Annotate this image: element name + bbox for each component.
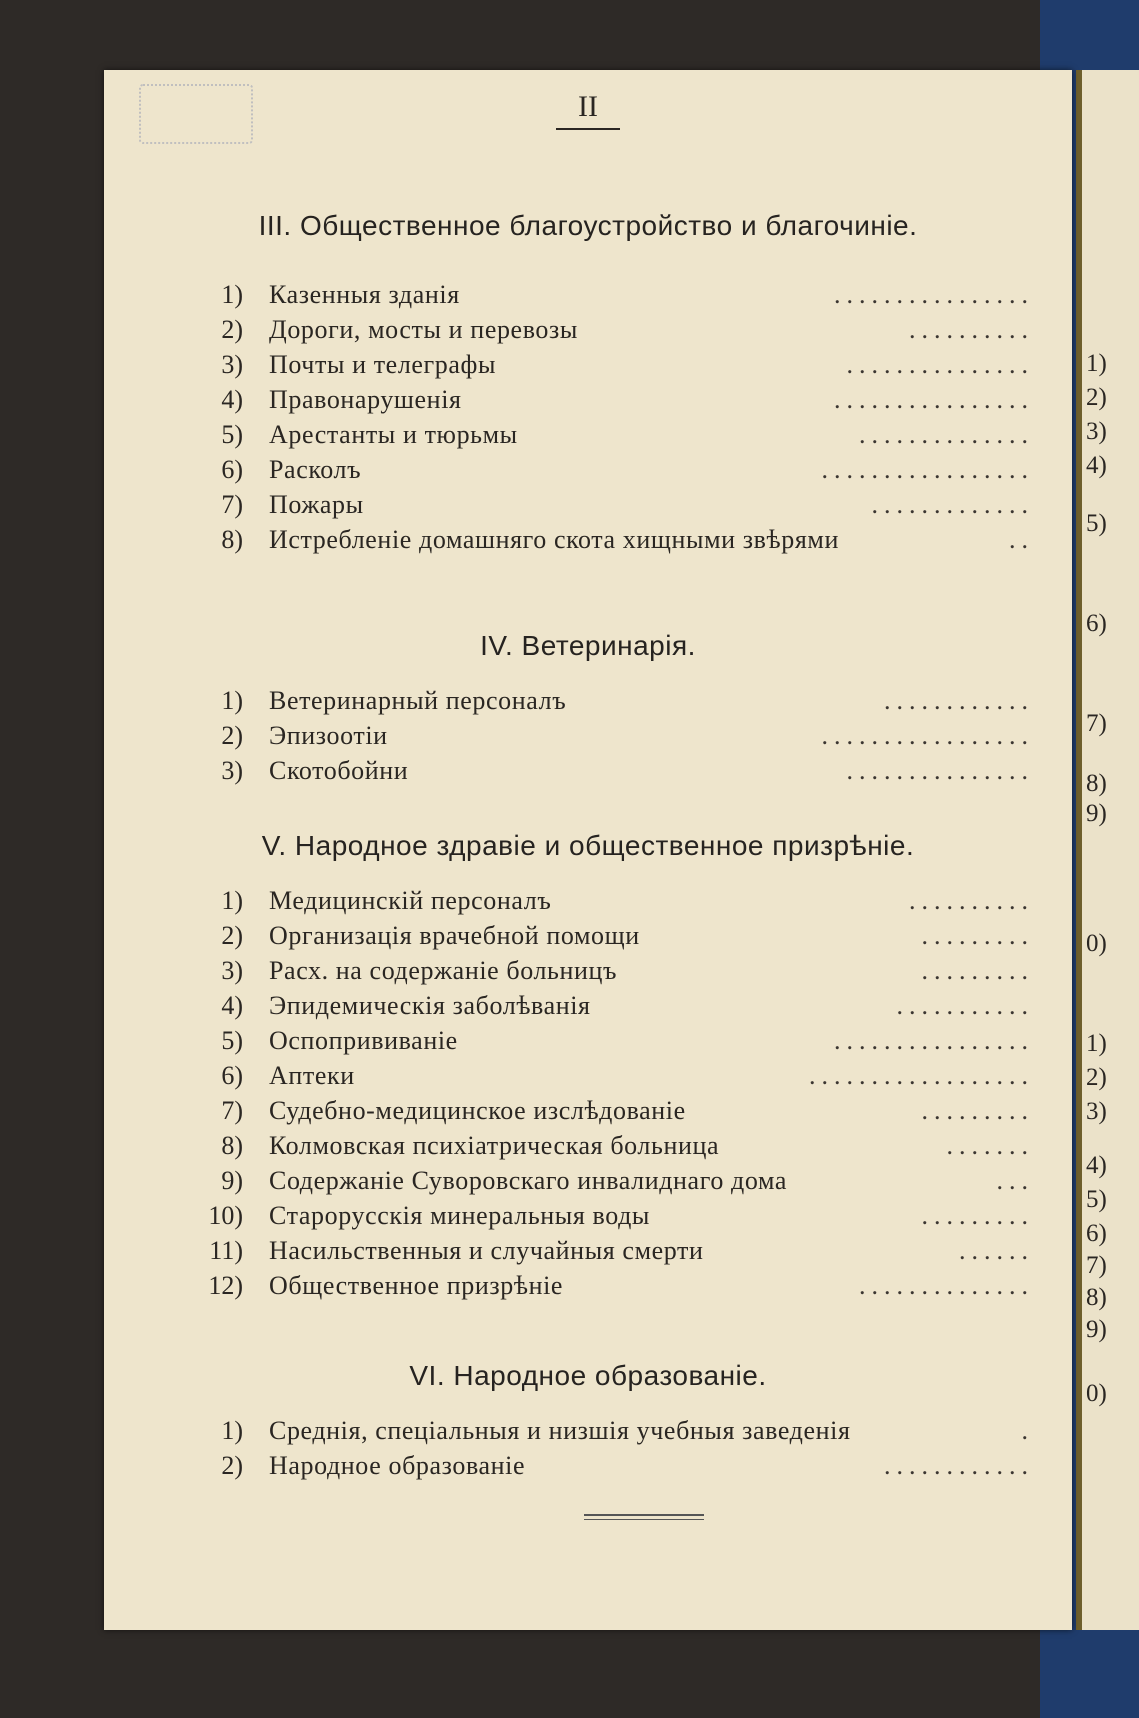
entry-label: Эпидемическія заболѣванія	[269, 991, 591, 1020]
entry-number: 1)	[221, 886, 243, 915]
dot-leader: .........	[921, 921, 1034, 950]
section-title: III. Общественное благоустройство и благочиніе.	[258, 210, 918, 241]
entry-number: 10)	[208, 1201, 243, 1230]
section-title: VI. Народное образованіе.	[409, 1360, 767, 1391]
dot-leader: ..	[1009, 525, 1034, 554]
adjacent-page-fragment: 5)	[1086, 510, 1107, 537]
entry-number: 3)	[221, 956, 243, 985]
entry-number: 5)	[221, 1026, 243, 1055]
dot-leader: .............	[871, 490, 1034, 519]
entry-label: Правонарушенія	[269, 385, 462, 414]
toc-entry	[104, 350, 1072, 384]
adjacent-page-fragment: 6)	[1086, 610, 1107, 637]
entry-number: 3)	[221, 756, 243, 785]
toc-entry	[104, 1201, 1072, 1235]
dot-leader: ..........	[909, 315, 1034, 344]
toc-entry	[104, 1271, 1072, 1305]
toc-entry	[104, 490, 1072, 524]
entry-number: 6)	[221, 1061, 243, 1090]
toc-entry	[104, 686, 1072, 720]
entry-label: Арестанты и тюрьмы	[269, 420, 518, 449]
dot-leader: .......	[946, 1131, 1034, 1160]
entry-number: 4)	[221, 991, 243, 1020]
toc-entry	[104, 315, 1072, 349]
dot-leader: .........	[921, 1201, 1034, 1230]
entry-label: Расколъ	[269, 455, 362, 484]
entry-number: 1)	[221, 686, 243, 715]
toc-entry	[104, 385, 1072, 419]
section-title: IV. Ветеринарія.	[480, 630, 696, 661]
dot-leader: ..............	[859, 1271, 1034, 1300]
toc-entry	[104, 1096, 1072, 1130]
entry-number: 1)	[221, 1416, 243, 1445]
entry-label: Содержаніе Суворовскаго инвалиднаго дома	[269, 1166, 787, 1195]
adjacent-page-fragment: 0)	[1086, 930, 1107, 957]
dot-leader: ...............	[846, 350, 1034, 379]
entry-label: Народное образованіе	[269, 1451, 526, 1480]
adjacent-page-fragment: 8)	[1086, 770, 1107, 797]
toc-entry	[104, 1026, 1072, 1060]
toc-entry	[104, 280, 1072, 314]
dot-leader: .................	[821, 455, 1034, 484]
adjacent-page-fragment: 0)	[1086, 1380, 1107, 1407]
adjacent-page-fragment: 7)	[1086, 710, 1107, 737]
entry-label: Старорусскія минеральныя воды	[269, 1201, 650, 1230]
toc-entry	[104, 921, 1072, 955]
adjacent-page-fragment: 3)	[1086, 1098, 1107, 1125]
entry-label: Истребленіе домашняго скота хищными звѣрями	[269, 525, 839, 554]
dot-leader: .........	[921, 1096, 1034, 1125]
entry-label: Расх. на содержаніе больницъ	[269, 956, 618, 985]
dot-leader: ..................	[809, 1061, 1034, 1090]
entry-label: Эпизоотіи	[269, 721, 388, 750]
dot-leader: ...	[996, 1166, 1034, 1195]
dot-leader: ................	[834, 280, 1034, 309]
adjacent-page-fragment: 9)	[1086, 800, 1107, 827]
adjacent-page-fragment: 1)	[1086, 350, 1107, 377]
adjacent-page-fragment: 7)	[1086, 1252, 1107, 1279]
entry-label: Насильственныя и случайныя смерти	[269, 1236, 704, 1265]
dot-leader: ................	[834, 1026, 1034, 1055]
adjacent-page-fragment: 9)	[1086, 1316, 1107, 1343]
toc-entry	[104, 1131, 1072, 1165]
adjacent-page-fragment: 5)	[1086, 1186, 1107, 1213]
toc-entry	[104, 886, 1072, 920]
toc-entry	[104, 1416, 1072, 1450]
toc-entry	[104, 956, 1072, 990]
dot-leader: ............	[884, 1451, 1034, 1480]
toc-entry	[104, 525, 1072, 559]
toc-entry	[104, 1061, 1072, 1095]
adjacent-page-fragment: 4)	[1086, 1152, 1107, 1179]
toc-entry	[104, 1236, 1072, 1270]
page-number: II	[104, 90, 1072, 130]
adjacent-page-fragment: 8)	[1086, 1284, 1107, 1311]
entry-label: Скотобойни	[269, 756, 409, 785]
entry-number: 8)	[221, 525, 243, 554]
entry-label: Среднія, спеціальныя и низшія учебныя заведенія	[269, 1416, 851, 1445]
dot-leader: ..........	[909, 886, 1034, 915]
adjacent-page-fragment: 4)	[1086, 452, 1107, 479]
entry-number: 1)	[221, 280, 243, 309]
toc-entry	[104, 721, 1072, 755]
dot-leader: ..............	[859, 420, 1034, 449]
entry-number: 2)	[221, 1451, 243, 1480]
entry-number: 6)	[221, 455, 243, 484]
adjacent-page-fragment: 6)	[1086, 1220, 1107, 1247]
adjacent-page-fragment: 2)	[1086, 384, 1107, 411]
entry-number: 3)	[221, 350, 243, 379]
entry-label: Аптеки	[269, 1061, 355, 1090]
entry-label: Медицинскій персоналъ	[269, 886, 552, 915]
entry-number: 8)	[221, 1131, 243, 1160]
entry-number: 7)	[221, 490, 243, 519]
dot-leader: .	[1021, 1416, 1034, 1445]
adjacent-page-fragment: 1)	[1086, 1030, 1107, 1057]
entry-number: 2)	[221, 315, 243, 344]
toc-entry	[104, 420, 1072, 454]
toc-entry	[104, 455, 1072, 489]
entry-label: Общественное призрѣніе	[269, 1271, 564, 1300]
toc-entry	[104, 756, 1072, 790]
section-title: V. Народное здравіе и общественное призрѣніе.	[261, 830, 915, 861]
entry-label: Оспопрививаніе	[269, 1026, 458, 1055]
entry-number: 4)	[221, 385, 243, 414]
dot-leader: .........	[921, 956, 1034, 985]
end-rule	[584, 1514, 704, 1520]
dot-leader: ...............	[846, 756, 1034, 785]
entry-label: Ветеринарный персоналъ	[269, 686, 567, 715]
entry-number: 2)	[221, 721, 243, 750]
entry-number: 9)	[221, 1166, 243, 1195]
entry-number: 7)	[221, 1096, 243, 1125]
entry-label: Колмовская психіатрическая больница	[269, 1131, 720, 1160]
toc-entry	[104, 1166, 1072, 1200]
entry-label: Почты и телеграфы	[269, 350, 497, 379]
toc-entry	[104, 1451, 1072, 1485]
entry-label: Казенныя зданія	[269, 280, 460, 309]
entry-label: Судебно-медицинское изслѣдованіе	[269, 1096, 686, 1125]
entry-number: 2)	[221, 921, 243, 950]
adjacent-page-fragment: 2)	[1086, 1064, 1107, 1091]
entry-number: 11)	[209, 1236, 243, 1265]
dot-leader: ................	[834, 385, 1034, 414]
dot-leader: .................	[821, 721, 1034, 750]
dot-leader: ......	[959, 1236, 1034, 1265]
adjacent-page-edge	[1076, 70, 1139, 1630]
dot-leader: ............	[884, 686, 1034, 715]
entry-label: Организація врачебной помощи	[269, 921, 640, 950]
entry-number: 5)	[221, 420, 243, 449]
entry-label: Дороги, мосты и перевозы	[269, 315, 578, 344]
toc-entry	[104, 991, 1072, 1025]
entry-label: Пожары	[269, 490, 364, 519]
dot-leader: ...........	[896, 991, 1034, 1020]
entry-number: 12)	[208, 1271, 243, 1300]
adjacent-page-fragment: 3)	[1086, 418, 1107, 445]
document-page	[104, 70, 1072, 1630]
